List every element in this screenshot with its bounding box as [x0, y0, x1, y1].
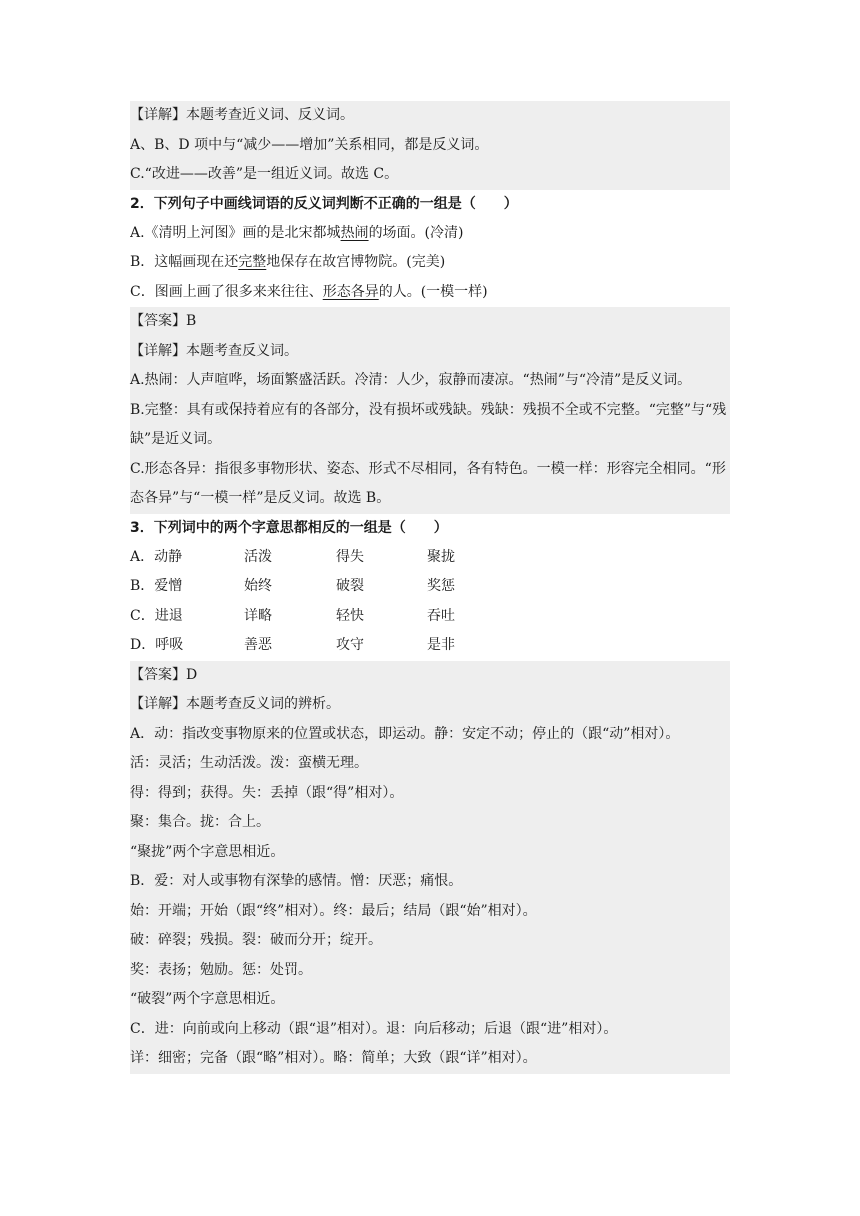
explanation-block-3 [130, 661, 730, 1074]
explanation-line: C.形态各异：指很多事物形状、姿态、形式不尽相同，各有特色。一模一样：形容完全相同。“形态各异”与“一模一样”是反义词。故选 B。 [130, 460, 726, 506]
explanation-line: 奖：表扬；勉励。惩：处罚。 [130, 961, 312, 978]
question-3-options [130, 543, 730, 661]
explanation-line: A．动：指改变事物原来的位置或状态，即运动。静：安定不动；停止的（跟“动”相对）。 [130, 725, 680, 742]
option-row: A．动静 活泼 得失 聚拢 [130, 548, 455, 565]
explanation-line: A.热闹：人声喧哗，场面繁盛活跃。冷清：人少，寂静而凄凉。“热闹”与“冷清”是反义词。 [130, 372, 692, 388]
question-2-option-c: C．图画上画了很多来来往往、形态各异的人。(一模一样) [130, 283, 488, 300]
option-row: C．进退 详略 轻快 吞吐 [130, 607, 455, 624]
explanation-line: 详：细密；完备（跟“略”相对）。略：简单；大致（跟“详”相对）。 [130, 1050, 537, 1066]
document-page [130, 101, 730, 1074]
explanation-line: A、B、D 项中与“减少——增加”关系相同，都是反义词。 [130, 136, 489, 153]
detail-line: 【详解】本题考查反义词的辨析。 [130, 696, 340, 712]
explanation-line: 活：灵活；生动活泼。泼：蛮横无理。 [130, 755, 368, 771]
explanation-line: C.“改进——改善”是一组近义词。故选 C。 [130, 166, 399, 182]
explanation-line: B．爱：对人或事物有深挚的感情。憎：厌恶；痛恨。 [130, 873, 463, 889]
underlined-word: 热闹 [340, 224, 369, 241]
explanation-line: 始：开端；开始（跟“终”相对）。终：最后；结局（跟“始”相对）。 [130, 902, 537, 919]
explanation-line: 破：碎裂；残损。裂：破而分开；绽开。 [130, 932, 382, 948]
explanation-line: “破裂”两个字意思相近。 [130, 991, 285, 1007]
explanation-line: 得：得到；获得。失：丢掉（跟“得”相对）。 [130, 784, 404, 801]
explanation-line: 聚：集合。拢：合上。 [130, 814, 270, 830]
question-2-option-a: A.《清明上河图》画的是北宋都城热闹的场面。(冷清) [130, 224, 464, 241]
explanation-line: C．进：向前或向上移动（跟“退”相对）。退：向后移动；后退（跟“进”相对）。 [130, 1020, 618, 1037]
question-3-title: 3．下列词中的两个字意思都相反的一组是（ ） [130, 519, 448, 536]
question-2-title: 2．下列句子中画线词语的反义词判断不正确的一组是（ ） [130, 195, 518, 212]
answer-line: 【答案】D [130, 666, 198, 683]
detail-line: 【详解】本题考查近义词、反义词。 [130, 107, 354, 123]
option-row: B．爱憎 始终 破裂 奖惩 [130, 578, 455, 594]
answer-line: 【答案】B [130, 313, 197, 329]
explanation-line: “聚拢”两个字意思相近。 [130, 843, 285, 860]
option-row: D．呼吸 善恶 攻守 是非 [130, 637, 455, 653]
detail-line: 【详解】本题考查反义词。 [130, 342, 298, 359]
explanation-block-2 [130, 307, 730, 514]
explanation-line: B.完整：具有或保持着应有的各部分，没有损坏或残缺。残缺：残损不全或不完整。“完整”与“残缺”是近义词。 [130, 401, 727, 447]
underlined-word: 形态各异 [322, 283, 379, 300]
explanation-block-1 [130, 101, 730, 190]
underlined-word: 完整 [238, 254, 267, 270]
question-2-option-b: B．这幅画现在还完整地保存在故宫博物院。(完美) [130, 254, 446, 270]
